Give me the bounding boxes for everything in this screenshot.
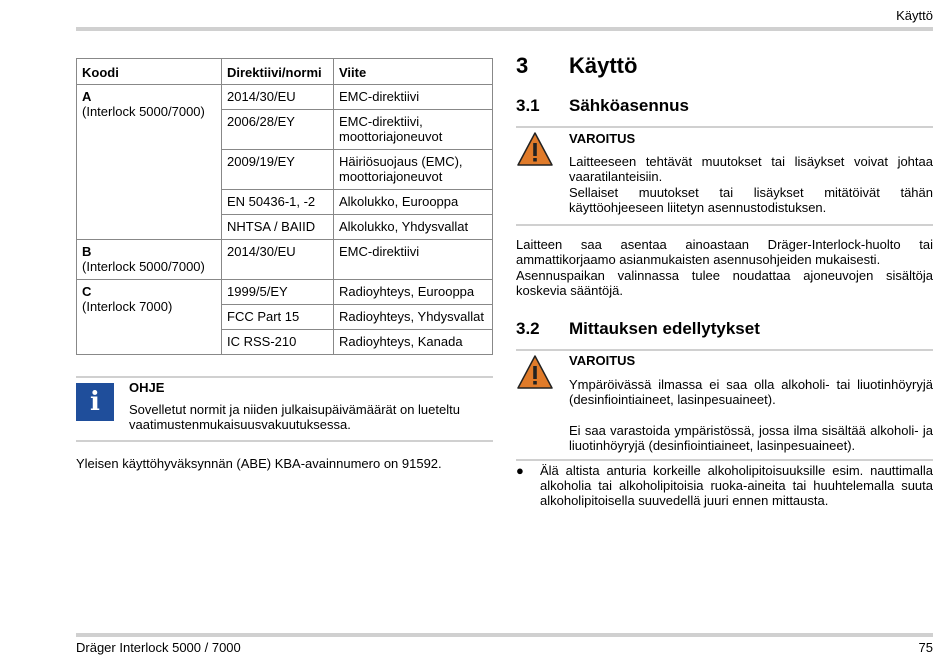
warning-title: VAROITUS <box>569 131 636 146</box>
page-number: 75 <box>918 640 933 655</box>
col-header-directive: Direktiivi/normi <box>222 59 334 85</box>
bullet-icon: ● <box>516 463 524 478</box>
directive-cell: 2014/30/EU <box>222 240 334 280</box>
directive-cell: 1999/5/EY <box>222 280 334 305</box>
reference-cell: Häiriösuojaus (EMC), moottoriajoneuvot <box>334 150 493 190</box>
bullet-text: Älä altista anturia korkeille alkoholipitoisuuksille esim. nauttimalla alkoholia tai alkoholipitoisia ruoka-aineita tai huuhtelemalla suuta alkoholipitoisella suuvedellä juuri ennen mittausta. <box>540 463 933 508</box>
subsection-number: 3.1 <box>516 96 540 115</box>
warning-triangle-icon <box>516 131 554 167</box>
code-cell: C (Interlock 7000) <box>77 280 222 355</box>
note-text: Sovelletut normit ja niiden julkaisupäivämäärät on lueteltu vaatimustenmukaisuusvakuutuksessa. <box>129 402 460 432</box>
abe-text: Yleisen käyttöhyväksynnän (ABE) KBA-avainnumero on 91592. <box>76 456 442 471</box>
col-header-code: Koodi <box>77 59 222 85</box>
code-cell: A (Interlock 5000/7000) <box>77 85 222 240</box>
warning-text: Ei saa varastoida ympäristössä, jossa ilma sisältää alkoholi- ja liuotinhöyryjä (desinfiointiaineet, lasinpesuaineet). <box>569 423 933 453</box>
section-title: Käyttö <box>569 53 638 78</box>
directive-cell: IC RSS-210 <box>222 330 334 355</box>
table-row <box>77 240 493 280</box>
info-icon: i <box>76 383 114 421</box>
reference-cell: Radioyhteys, Yhdysvallat <box>334 305 493 330</box>
running-header: Käyttö <box>896 8 933 23</box>
directive-cell: 2006/28/EY <box>222 110 334 150</box>
paragraph: Asennuspaikan valinnassa tulee noudattaa ajoneuvojen sisältöja koskevia sääntöjä. <box>516 268 933 298</box>
note-title: OHJE <box>129 380 165 395</box>
reference-cell: EMC-direktiivi, moottoriajoneuvot <box>334 110 493 150</box>
section-number: 3 <box>516 53 529 78</box>
warning-text: Sellaiset muutokset tai lisäykset mitätöivät tähän käyttöohjeeseen liitetyn asennustodistuksen. <box>569 185 933 215</box>
table-row <box>77 280 493 305</box>
warning-text: Ympäröivässä ilmassa ei saa olla alkoholi- tai liuotinhöyryjä (desinfiointiaineet, lasinpesuaineet). <box>569 377 933 407</box>
directive-cell: NHTSA / BAIID <box>222 215 334 240</box>
header-rule <box>76 27 933 31</box>
footer-rule <box>76 633 933 637</box>
reference-cell: Alkolukko, Yhdysvallat <box>334 215 493 240</box>
subsection-number: 3.2 <box>516 319 540 338</box>
reference-cell: EMC-direktiivi <box>334 240 493 280</box>
col-header-reference: Viite <box>334 59 493 85</box>
directive-cell: FCC Part 15 <box>222 305 334 330</box>
reference-cell: Radioyhteys, Kanada <box>334 330 493 355</box>
table-row <box>77 85 493 110</box>
reference-cell: Radioyhteys, Eurooppa <box>334 280 493 305</box>
warning-title: VAROITUS <box>569 353 636 368</box>
subsection-title: Mittauksen edellytykset <box>569 319 760 338</box>
reference-cell: EMC-direktiivi <box>334 85 493 110</box>
warning-text: Laitteeseen tehtävät muutokset tai lisäykset voivat johtaa vaaratilanteisiin. <box>569 154 933 184</box>
paragraph: Laitteen saa asentaa ainoastaan Dräger-Interlock-huolto tai ammattikorjaamo asianmukaisten asennusohjeiden mukaisesti. <box>516 237 933 267</box>
reference-cell: Alkolukko, Eurooppa <box>334 190 493 215</box>
footer-product: Dräger Interlock 5000 / 7000 <box>76 640 241 655</box>
subsection-title: Sähköasennus <box>569 96 689 115</box>
directive-cell: 2014/30/EU <box>222 85 334 110</box>
warning-triangle-icon <box>516 354 554 390</box>
directive-cell: EN 50436-1, -2 <box>222 190 334 215</box>
code-cell: B (Interlock 5000/7000) <box>77 240 222 280</box>
directive-cell: 2009/19/EY <box>222 150 334 190</box>
directives-table <box>76 58 493 355</box>
